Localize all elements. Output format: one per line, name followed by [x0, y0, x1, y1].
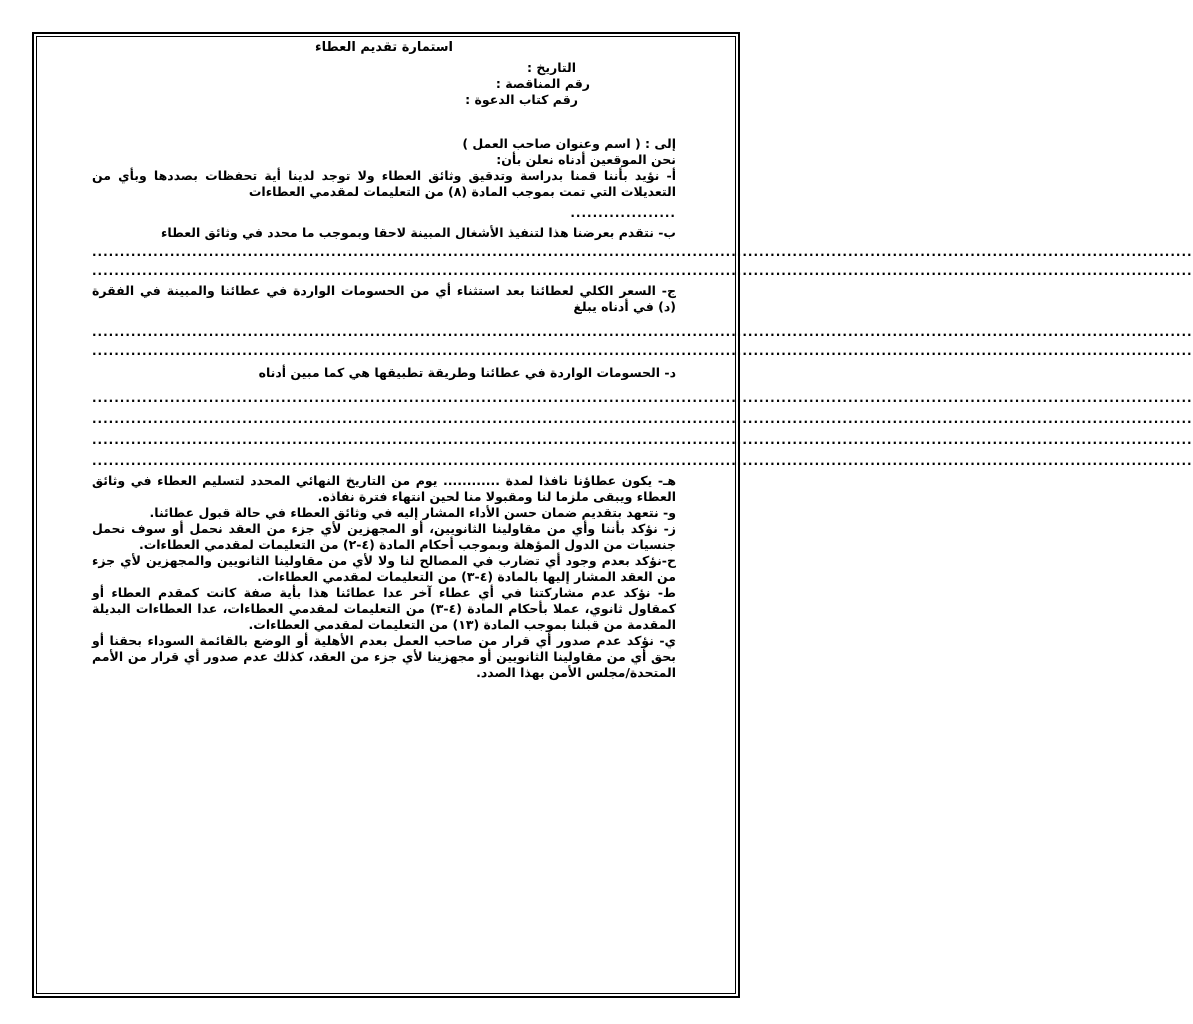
- dotted-line: ......................................................................................................................................................................................................: [92, 454, 1193, 468]
- clause-b: ب- نتقدم بعرضنا هذا لتنفيذ الأشغال المبينة لاحقا وبموجب ما محدد في وثائق العطاء: [160, 225, 676, 240]
- invitation-number-label: رقم كتاب الدعوة :: [465, 92, 578, 107]
- dotted-line: ...................: [570, 206, 676, 220]
- recipient-line: إلى : ( اسم وعنوان صاحب العمل ): [462, 136, 676, 151]
- clause-g: ز- نؤكد بأننا وأي من مقاولينا الثانويين، أو المجهزين لأي جزء من العقد نحمل أو سوف نحمل جنسيات من الدول المؤهلة وبموجب أحكام المادة (٤-٢) من التعليمات لمقدمي العطاءات.: [92, 521, 676, 552]
- clause-d: د- الحسومات الواردة في عطائنا وطريقة تطبيقها هي كما مبين أدناه: [258, 365, 676, 380]
- dotted-line: ......................................................................................................................................................................................................: [92, 433, 1193, 447]
- clause-i: ط- نؤكد عدم مشاركتنا في أي عطاء آخر عدا عطائنا هذا بأية صفة كانت كمقدم العطاء أو كمقاول ثانوي، عملا بأحكام المادة (٤-٣) من التعليمات لمقدمي العطاءات، عدا العطاءات البديلة المقدمة من قبلنا بموجب المادة (١٣) من التعليمات لمقدمي العطاءات.: [92, 585, 676, 632]
- date-label: التاريخ :: [526, 60, 576, 75]
- dotted-line: ......................................................................................................................................................................................................: [92, 344, 1193, 358]
- tender-number-label: رقم المناقصة :: [495, 76, 590, 91]
- dotted-line: ......................................................................................................................................................................................................: [92, 245, 1193, 259]
- tender-form: [92, 40, 1193, 681]
- dotted-line: ......................................................................................................................................................................................................: [92, 412, 1193, 426]
- dotted-line: ......................................................................................................................................................................................................: [92, 325, 1193, 339]
- dotted-line: ......................................................................................................................................................................................................: [92, 391, 1193, 405]
- clause-h: ح-نؤكد بعدم وجود أي تضارب في المصالح لنا ولا لأي من مقاولينا الثانويين والمجهزين لأي جزء من العقد المشار إليها بالمادة (٤-٣) من التعليمات لمقدمي العطاءات.: [92, 553, 676, 584]
- intro-statement: نحن الموقعين أدناه نعلن بأن:: [496, 152, 676, 167]
- clause-f: و- نتعهد بتقديم ضمان حسن الأداء المشار إليه في وثائق العطاء في حالة قبول عطائنا.: [149, 505, 676, 520]
- clause-c: ج- السعر الكلي لعطائنا بعد استثناء أي من الحسومات الواردة في عطائنا والمبينة في الفقرة (د) في أدناه يبلغ: [92, 283, 676, 314]
- form-title: استمارة تقديم العطاء: [314, 40, 454, 55]
- clause-e: هـ- يكون عطاؤنا نافذا لمدة ............ يوم من التاريخ النهائي المحدد لتسليم العطاء في وثائق العطاء ويبقى ملزما لنا ومقبولا منا لحين انتهاء فترة نفاذه.: [92, 473, 676, 504]
- clause-j: ي- نؤكد عدم صدور أي قرار من صاحب العمل بعدم الأهلية أو الوضع بالقائمة السوداء بحقنا أو بحق أي من مقاولينا الثانويين أو مجهزينا لأي جزء من العقد، كذلك عدم صدور أي قرار من الأمم المتحدة/مجلس الأمن بهذا الصدد.: [92, 633, 676, 680]
- clause-a: أ- نؤيد بأننا قمنا بدراسة وتدقيق وثائق العطاء ولا توجد لدينا أية تحفظات بصددها وبأي من التعديلات التي تمت بموجب المادة (٨) من التعليمات لمقدمي العطاءات: [92, 168, 676, 199]
- dotted-line: ......................................................................................................................................................................................................: [92, 264, 1193, 278]
